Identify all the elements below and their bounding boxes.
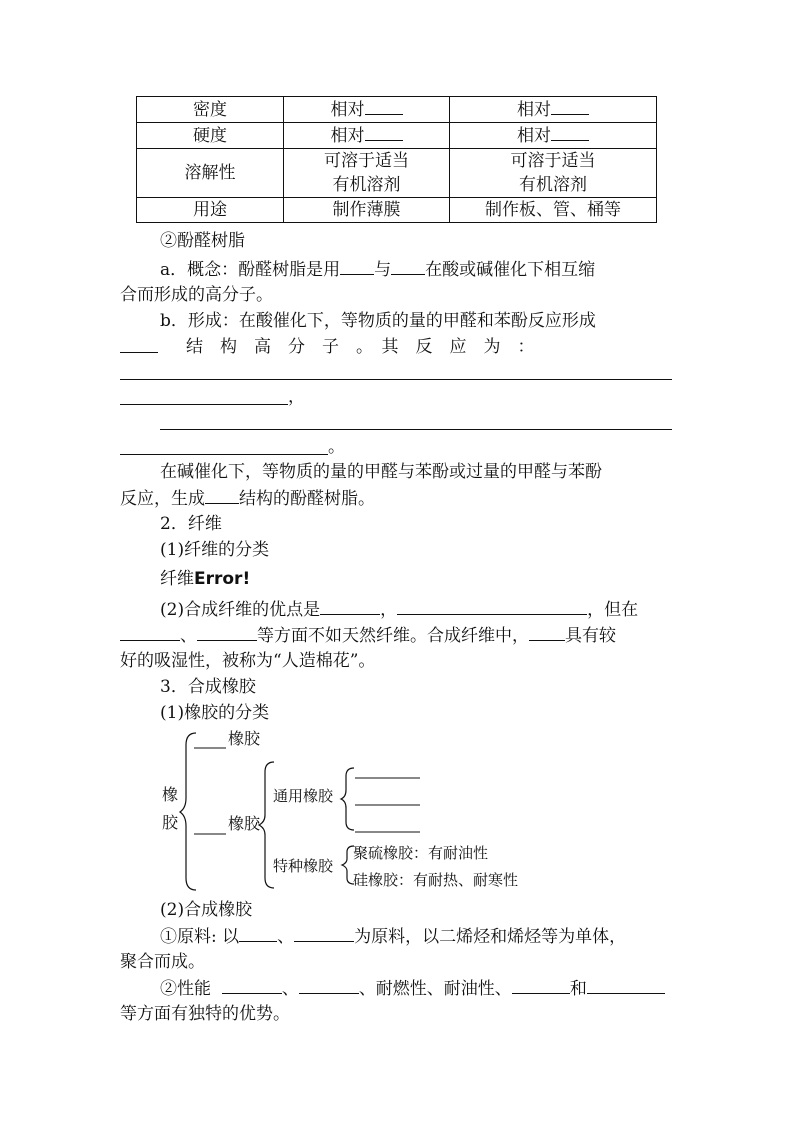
text: 反应，生成: [120, 489, 205, 509]
formation-line: b．形成：在酸催化下，等物质的量的甲醛和苯酚反应形成: [160, 311, 596, 331]
cell-text: 有机溶剂: [519, 175, 587, 195]
root-char: 橡: [162, 785, 179, 804]
text: 在酸或碱催化下相互缩: [425, 260, 596, 280]
text: ②性能: [160, 979, 211, 999]
phenolic-heading: ②酚醛树脂: [160, 231, 245, 251]
fill-blank: [294, 924, 354, 942]
brace-middle: [259, 762, 274, 888]
text: ，: [380, 600, 398, 620]
special-rubber-label: 特种橡胶: [273, 857, 334, 875]
fiber-adv-line-3: 好的吸湿性，被称为“人造棉花”。: [120, 651, 376, 671]
special-item: 硅橡胶：有耐热、耐寒性: [353, 871, 519, 889]
brace-general: [341, 768, 354, 830]
text: ，但在: [587, 600, 639, 620]
fill-blank: [587, 976, 665, 994]
fill-blank: [239, 924, 277, 942]
text: 和: [569, 979, 587, 999]
root-char: 胶: [162, 813, 179, 832]
top-label: 橡胶: [228, 729, 261, 748]
synthetic-rubber-heading: (2)合成橡胶: [160, 900, 253, 920]
cell-text: 可溶于适当: [510, 151, 596, 171]
text: 结 构 高 分 子 。 其 反 应 为 ：: [186, 337, 535, 357]
text: 、: [281, 979, 299, 999]
text: 结构的酚醛树脂。: [239, 489, 375, 509]
cell-text: 相对: [517, 100, 551, 120]
cell-text: 有机溶剂: [332, 175, 401, 195]
table-cell: 制作板、管、桶等: [450, 198, 657, 223]
text: (2)合成纤维的优点是: [160, 600, 321, 620]
performance-line-2: 等方面有独特的优势。: [120, 1004, 290, 1024]
text: 等方面不如天然纤维。合成纤维中，: [257, 626, 529, 646]
mid-label: 橡胶: [228, 814, 261, 833]
raw-material-line: [160, 924, 626, 949]
text: ①原料: 以: [160, 927, 240, 947]
alkali-line: 在碱催化下，等物质的量的甲醛与苯酚或过量的甲醛与苯酚: [160, 462, 602, 482]
table-cell: 用途: [137, 198, 284, 223]
period: 。: [328, 437, 345, 457]
raw-material-line-2: 聚合而成。: [120, 952, 205, 972]
text: a．概念：酚醛树脂是用: [160, 260, 341, 280]
cell-text: 可溶于适当: [324, 151, 409, 171]
special-item: 聚硫橡胶：有耐油性: [353, 844, 489, 862]
text: 、耐燃性、耐油性、: [358, 979, 512, 999]
table-cell: 密度: [137, 97, 284, 123]
fill-blank: [299, 976, 359, 994]
concept-line-2: 合而形成的高分子。: [120, 285, 273, 305]
text: 、: [277, 927, 295, 947]
general-rubber-label: 通用橡胶: [273, 787, 334, 805]
fill-blank: [512, 976, 570, 994]
brace-outer: [180, 733, 196, 890]
rubber-sub-heading: (1)橡胶的分类: [160, 703, 270, 723]
rubber-heading: 3．合成橡胶: [160, 677, 256, 697]
error-text: Error!: [194, 569, 251, 589]
cell-text: 相对: [330, 100, 365, 120]
fiber-heading: 2．纤维: [160, 514, 222, 534]
text: 为原料，以二烯烃和烯烃等为单体，: [354, 927, 627, 947]
table-cell: 硬度: [137, 123, 284, 149]
table-cell: 制作薄膜: [284, 198, 450, 223]
fill-blank: [222, 976, 282, 994]
table-cell: 溶解性: [137, 149, 284, 198]
text: 具有较: [565, 626, 616, 646]
cell-text: 相对: [517, 126, 551, 146]
text: 、: [180, 626, 197, 646]
performance-line: [160, 976, 665, 1001]
fiber-sub-heading: (1)纤维的分类: [160, 540, 270, 560]
text: 纤维: [160, 569, 194, 589]
text: 与: [374, 260, 392, 280]
cell-text: 相对: [330, 126, 365, 146]
comma: ，: [288, 387, 305, 407]
